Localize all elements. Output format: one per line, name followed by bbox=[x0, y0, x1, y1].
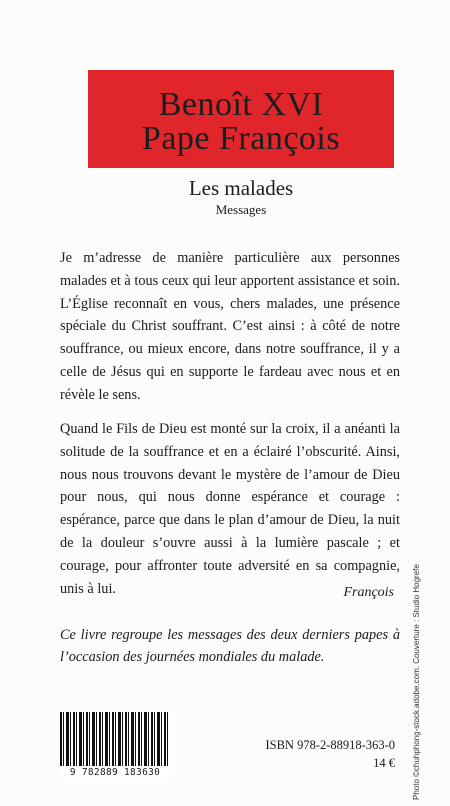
quote-paragraph-1: Je m’adresse de manière particulière aux personnes malades et à tous ceux qui leur apportent assistance et soin. L’Église reconnaît en vous, chers malades, une présence spéciale du Christ souffrant. C’est ainsi : à côté de notre souffrance, ou mieux encore, dans notre souffrance, il y a celle de Jésus qui en supporte le fardeau avec nous et en révèle le sens. bbox=[60, 250, 400, 403]
quote-paragraph-2: Quand le Fils de Dieu est monté sur la croix, il a anéanti la solitude de la souffrance et en a éclairé l’obscurité. Ainsi, nous nous trouvons devant le mystère de l’amour de Dieu pour nous, qui nous donne espérance et courage : espérance, parce que dans le plan d’amour de Dieu, la nuit de la douleur s’ouvre aussi à la lumière pascale ; et courage, pour affronter toute adversité en sa compagnie, unis à lui. bbox=[60, 421, 400, 597]
isbn-number: ISBN 978-2-88918-363-0 bbox=[265, 738, 395, 752]
quote-signature: François bbox=[343, 585, 394, 600]
book-summary: Ce livre regroupe les messages des deux derniers papes à l’occasion des journées mondiales du malade. bbox=[60, 627, 400, 665]
book-title: Les malades bbox=[188, 176, 294, 200]
book-subtitle: Messages bbox=[215, 202, 267, 217]
author-francois: Pape François bbox=[141, 120, 341, 157]
photo-credits: Photo ©chuhphong-stock.adobe.com. Couverture : Studio Hogrefe bbox=[412, 564, 421, 800]
author-benoit: Benoît XVI bbox=[158, 86, 324, 123]
barcode-digits: 9 782889 183630 bbox=[69, 767, 161, 778]
price: 14 € bbox=[373, 756, 395, 770]
barcode bbox=[60, 712, 170, 778]
barcode-bars bbox=[60, 712, 170, 766]
